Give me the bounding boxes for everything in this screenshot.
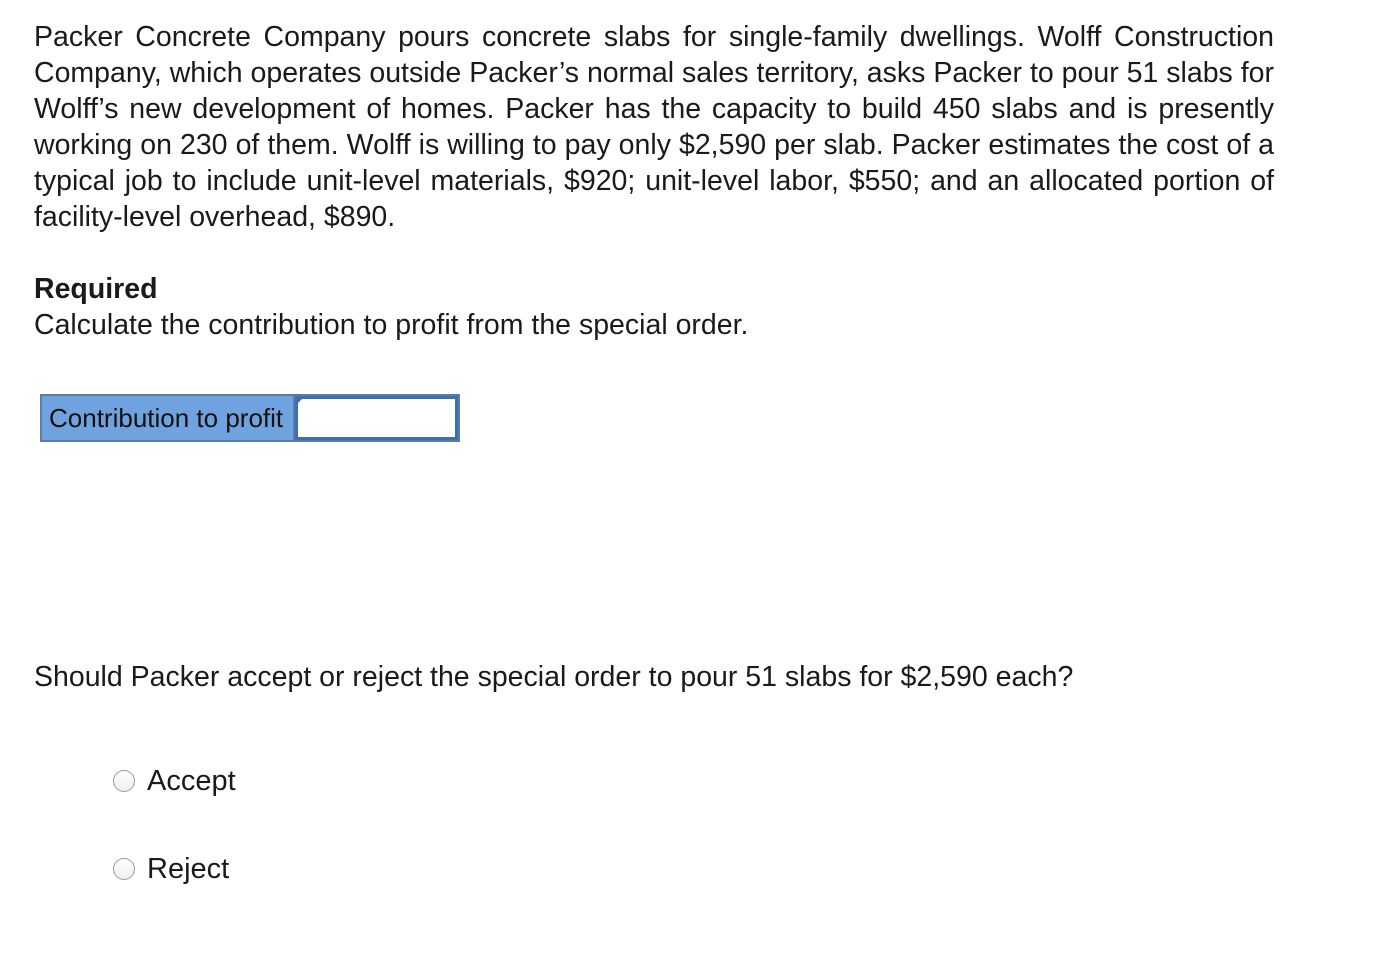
problem-statement: Packer Concrete Company pours concrete slabs for single-family dwellings. Wolff Construction Company, which operates outside Packer’s normal sales territory, asks Packer to pour 51 slabs for Wolff’s new development of homes. Packer has the capacity to build 450 slabs and is presently working on 230 of them. Wolff is willing to pay only $2,590 per slab. Packer estimates the cost of a typical job to include unit-level materials, $920; unit-level labor, $550; and an allocated portion of facility-level overhead, $890. bbox=[34, 21, 1274, 233]
reject-radio-button[interactable] bbox=[113, 858, 135, 880]
contribution-input[interactable] bbox=[295, 396, 458, 440]
accept-radio-button[interactable] bbox=[113, 770, 135, 792]
accept-label: Accept bbox=[147, 765, 236, 797]
accept-reject-question: Should Packer accept or reject the special order to pour 51 slabs for $2,590 each? bbox=[34, 661, 1074, 693]
contribution-answer-row bbox=[40, 394, 460, 442]
required-instruction: Calculate the contribution to profit from the special order. bbox=[34, 309, 749, 341]
reject-option[interactable] bbox=[113, 850, 229, 888]
accept-option[interactable] bbox=[113, 762, 236, 800]
required-heading: Required bbox=[34, 273, 158, 305]
contribution-label: Contribution to profit bbox=[42, 396, 295, 440]
input-corner-marker-icon bbox=[295, 396, 305, 406]
contribution-input-wrapper bbox=[295, 396, 458, 440]
reject-label: Reject bbox=[147, 853, 230, 885]
